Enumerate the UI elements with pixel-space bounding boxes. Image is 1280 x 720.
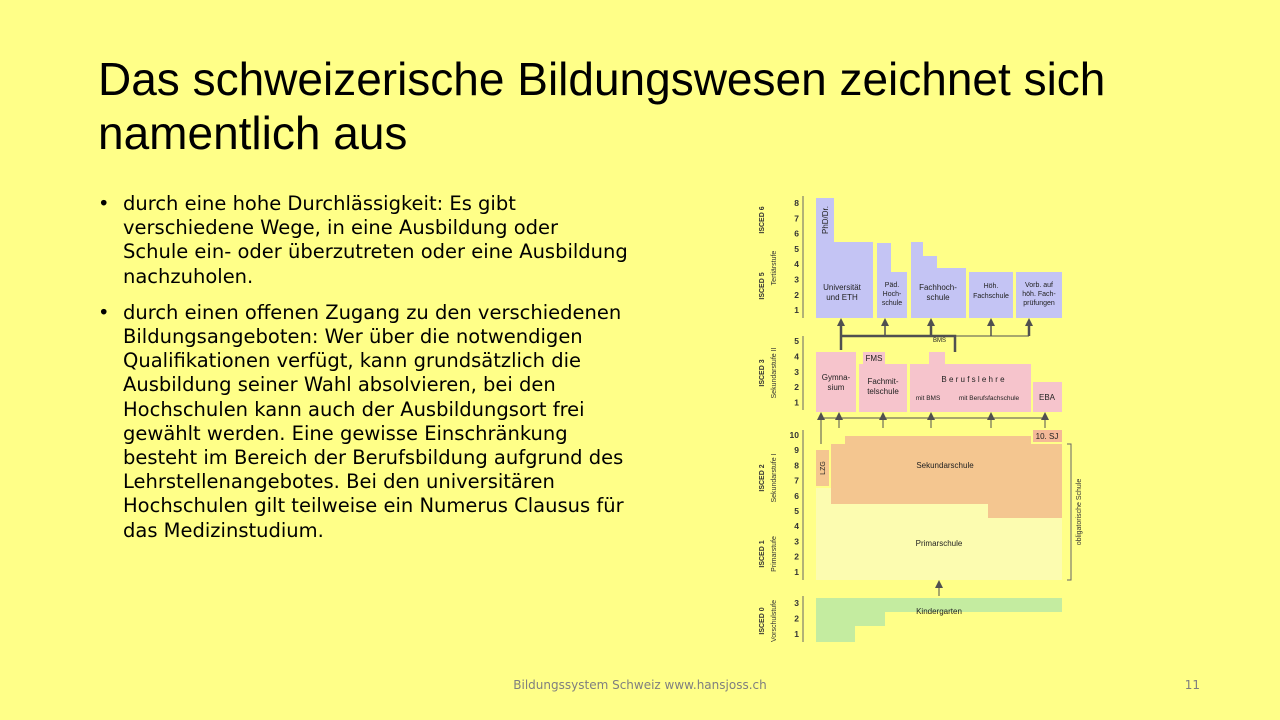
year-number: 2 xyxy=(794,382,799,393)
level-pre-label: Vorschulstufe xyxy=(771,599,778,643)
year-number: 10 xyxy=(789,430,799,440)
year-number: 9 xyxy=(794,445,799,456)
education-system-diagram xyxy=(755,188,1125,648)
year-number: 5 xyxy=(794,336,799,346)
bullet-text: durch einen offenen Zugang zu den verschiedenen Bildungsangeboten: Wer über die notwendigen Qualifikationen verfügt, kann grundsätzlich die Ausbildung seiner Wahl absolvieren, bei den Hochschulen kann auch der Ausbildungsort frei gewählt werden. Eine gewisse Einschränkung besteht im Bereich der Berufsbildung aufgrund des Lehrstellenangebotes. Bei den universitären Hochschulen gilt teilweise ein Numerus Clausus für das Medizinstudium. xyxy=(123,300,624,542)
lzg-label: LZG xyxy=(820,461,827,475)
universitaet-label: Universität und ETH xyxy=(823,283,861,302)
sekundarschule-label: Sekundarschule xyxy=(916,461,974,470)
bullet-item xyxy=(98,301,628,543)
universitaet-box xyxy=(816,242,873,318)
year-number: 7 xyxy=(794,475,799,486)
year-number: 5 xyxy=(794,506,799,516)
kindergarten-label: Kindergarten xyxy=(916,607,962,616)
bullet-dot-icon: • xyxy=(98,192,110,215)
year-number: 1 xyxy=(794,305,799,316)
year-number: 6 xyxy=(794,228,799,239)
year-number: 2 xyxy=(794,289,799,300)
level-isced2-label: ISCED 2 xyxy=(759,464,766,492)
primarschule-label: Primarschule xyxy=(915,539,963,548)
level-sec2-label: Sekundarstufe II xyxy=(771,347,778,399)
year-number: 1 xyxy=(794,397,799,408)
year-number: 8 xyxy=(794,460,799,471)
bullet-list xyxy=(98,192,628,555)
obligatory-label: obligatorische Schule xyxy=(1076,478,1083,546)
level-primary-label: Primarstufe xyxy=(771,536,778,572)
year-number: 8 xyxy=(794,198,799,208)
kindergarten-box xyxy=(816,598,1062,642)
year-number: 7 xyxy=(794,213,799,224)
year-number: 3 xyxy=(794,598,799,608)
year-number: 1 xyxy=(794,566,799,577)
year-number: 4 xyxy=(794,259,799,270)
arrows-to-tertiary xyxy=(841,322,1029,352)
eba-label: EBA xyxy=(1038,393,1056,402)
year-number: 2 xyxy=(794,613,799,624)
mit-berufsfachschule-label: mit Berufsfachschule xyxy=(958,395,1020,402)
year-number: 2 xyxy=(794,551,799,562)
year-scale-tertiary xyxy=(794,198,799,315)
year-number: 3 xyxy=(794,366,799,377)
gymnasium-label: Gymna-sium xyxy=(821,373,851,392)
footer-text: Bildungssystem Schweiz www.hansjoss.ch xyxy=(513,678,767,692)
slide-title: Das schweizerische Bildungswesen zeichnet sich namentlich aus xyxy=(98,53,1106,159)
level-tertiary-label: Tertiärstufe xyxy=(771,250,778,286)
year-number: 3 xyxy=(794,536,799,547)
fachhochschule-box xyxy=(911,242,966,318)
phd-label: PhD/Dr. xyxy=(821,205,830,235)
year-number: 5 xyxy=(794,243,799,254)
bullet-text: durch eine hohe Durchlässigkeit: Es gibt verschiedene Wege, in eine Ausbildung oder Schule ein- oder überzutreten oder eine Ausbildung nachzuholen. xyxy=(123,192,628,288)
year-number: 3 xyxy=(794,274,799,285)
year-number: 4 xyxy=(794,351,799,362)
paed-hochschule-label: Päd. Hoch-schule xyxy=(881,282,903,307)
level-isced0-label: ISCED 0 xyxy=(759,607,766,635)
bms-label: BMS xyxy=(933,338,947,344)
year-number: 4 xyxy=(794,521,799,532)
bullet-dot-icon: • xyxy=(98,300,110,324)
year-scale-sec2 xyxy=(794,336,799,408)
level-isced6-label: ISCED 6 xyxy=(759,206,766,234)
mit-bms-label: mit BMS xyxy=(915,395,941,402)
berufslehre-label: B e r u f s l e h r e xyxy=(941,375,1005,384)
bullet-item xyxy=(98,192,628,289)
vorbereitung-pruefungen-label: Vorb. auf höh. Fach-prüfungen xyxy=(1022,282,1056,307)
level-sec1-label: Sekundarstufe I xyxy=(771,453,778,503)
gymnasium-box xyxy=(816,352,856,412)
year-number: 6 xyxy=(794,490,799,501)
fachmittelschule-label: Fachmit-telschule xyxy=(867,377,899,396)
obligatory-bracket xyxy=(1067,444,1071,580)
year-scale-pre xyxy=(794,598,799,639)
level-isced3-label: ISCED 3 xyxy=(759,359,766,387)
hoehere-fachschule-label: Höh. Fachschule xyxy=(973,283,1009,300)
level-isced5-label: ISCED 5 xyxy=(759,272,766,300)
fms-label: FMS xyxy=(865,354,883,363)
tenth-year-label: 10. SJ xyxy=(1035,432,1059,441)
year-number: 1 xyxy=(794,629,799,639)
fachhochschule-label: Fachhoch-schule xyxy=(919,283,957,302)
page-number: 11 xyxy=(1184,678,1200,692)
level-isced1-label: ISCED 1 xyxy=(759,540,766,568)
year-scale-sec1 xyxy=(790,430,800,577)
